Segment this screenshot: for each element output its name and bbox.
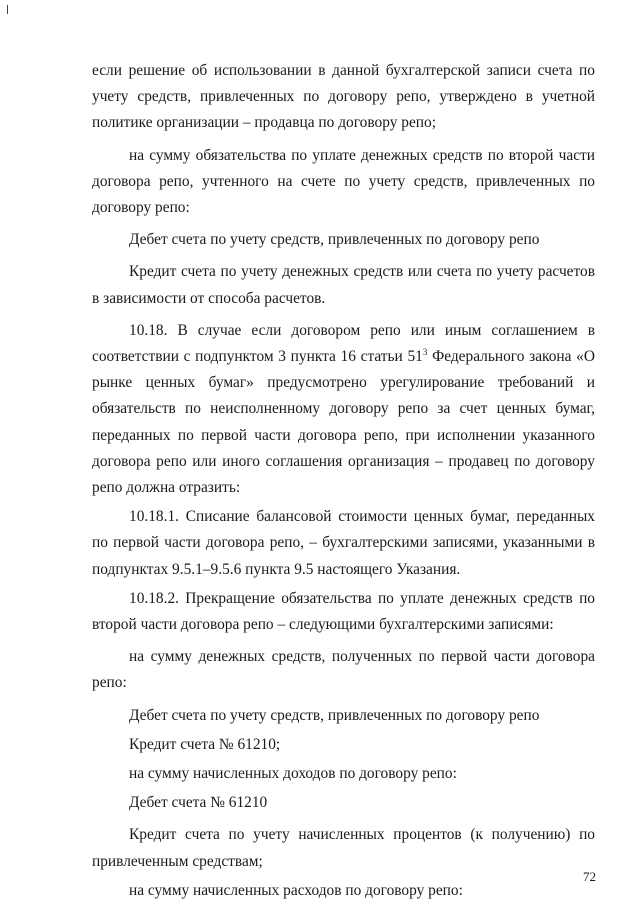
paragraph-p9: Дебет счета по учету средств, привлеченных по договору репо <box>129 706 540 724</box>
paragraph-p2: на сумму обязательства по уплате денежных средств по второй части договора репо, учтенного на счете по учету средств, привлеченных по договору репо: <box>92 146 595 217</box>
paragraph-p5-after: Федерального закона «О рынке ценных бумаг» предусмотрено урегулирование требований и обязательств по неисполненному договору репо за счет ценных бумаг, переданных по первой части договора репо, при исполнении указанного договора репо или иного соглашения организация – продавец по договору репо должна отразить: <box>92 348 595 497</box>
document-body <box>92 58 595 904</box>
paragraph-p5 <box>92 318 595 501</box>
scan-mark <box>7 5 8 14</box>
paragraph-p1: если решение об использовании в данной бухгалтерской записи счета по учету средств, привлеченных по договору репо, утверждено в учетной политике организации – продавца по договору репо; <box>92 62 595 132</box>
paragraph-p5-before: 10.18. В случае если договором репо или иным соглашением в соответствии с подпунктом 3 пункта 16 статьи 51 <box>92 321 595 366</box>
paragraph-p8: на сумму денежных средств, полученных по первой части договора репо: <box>92 648 595 692</box>
page-number: 72 <box>583 869 596 884</box>
paragraph-p14: на сумму начисленных расходов по договору репо: <box>129 881 463 899</box>
paragraph-p11: на сумму начисленных доходов по договору репо: <box>129 765 457 783</box>
paragraph-p4: Кредит счета по учету денежных средств или счета по учету расчетов в зависимости от способа расчетов. <box>92 263 595 307</box>
paragraph-p10: Кредит счета № 61210; <box>129 735 281 753</box>
paragraph-p6: 10.18.1. Списание балансовой стоимости ценных бумаг, переданных по первой части договора репо, – бухгалтерскими записями, указанными в подпунктах 9.5.1–9.5.6 пункта 9.5 настоящего Указания. <box>92 508 595 578</box>
paragraph-p7: 10.18.2. Прекращение обязательства по уплате денежных средств по второй части договора репо – следующими бухгалтерскими записями: <box>92 589 595 634</box>
paragraph-p12: Дебет счета № 61210 <box>129 794 268 812</box>
paragraph-p3: Дебет счета по учету средств, привлеченных по договору репо <box>129 231 540 249</box>
paragraph-p13: Кредит счета по учету начисленных процентов (к получению) по привлеченным средствам; <box>92 826 595 870</box>
superscript-mark: 3 <box>422 347 428 358</box>
